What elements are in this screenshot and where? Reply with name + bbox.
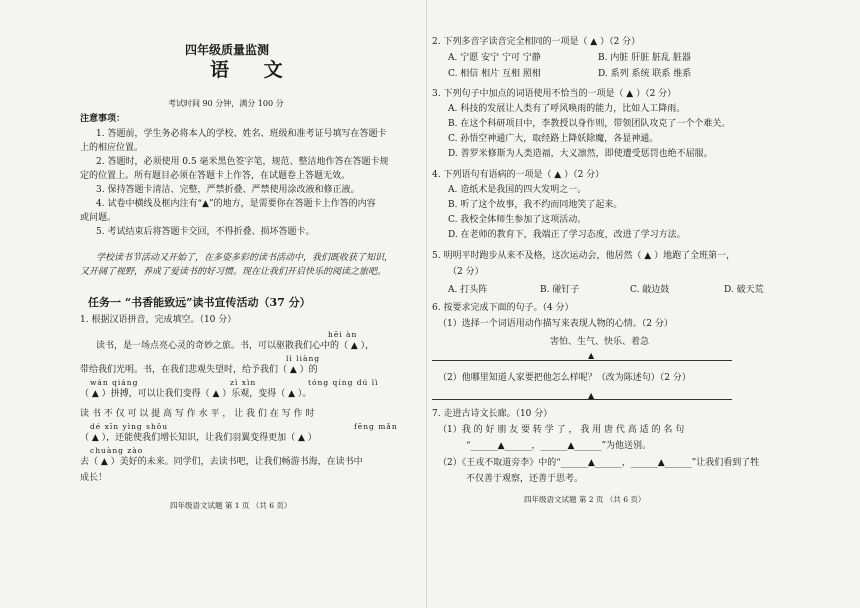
passage-line: （ ▲ ），还能使我们增长知识，让我们羽翼变得更加（ ▲ ）	[80, 433, 317, 443]
page-fold-divider	[426, 0, 427, 608]
question-5-option-b: B. 碰钉子	[540, 285, 580, 295]
pinyin: wán qiáng	[90, 378, 139, 387]
notice-line: 3. 保持答题卡清洁、完整，严禁折叠、严禁使用涂改液和修正液。	[96, 185, 360, 195]
passage-line: 读书，是一场点亮心灵的奇妙之旅。书，可以驱散我们心中的（ ▲ ），	[96, 341, 375, 351]
question-4-stem: 4. 下列语句有语病的一项是（ ▲ ）（2 分）	[432, 170, 605, 180]
pinyin: fēng mǎn	[354, 422, 398, 431]
question-2-option-b: B. 内脏 肝脏 脏乱 脏器	[598, 53, 691, 63]
question-5-option-a: A. 打头阵	[448, 285, 488, 295]
question-1-stem: 1. 根据汉语拼音，完成填空。（10 分）	[80, 315, 237, 325]
question-2-option-c: C. 相信 相片 互相 照相	[448, 69, 541, 79]
answer-line	[432, 360, 732, 361]
question-3-stem: 3. 下列句子中加点的词语使用不恰当的一项是（ ▲ ）（2 分）	[432, 89, 677, 99]
notice-line: 4. 试卷中横线及框内注有“▲”的地方，是需要你在答题卡上作答的内容	[96, 199, 376, 209]
page-1	[60, 0, 420, 608]
question-4-option: D. 在老师的教育下，我端正了学习态度，改进了学习方法。	[448, 230, 686, 240]
subject-title: 语 文	[210, 59, 297, 81]
question-4-option: B. 听了这个故事，我不约而同地笑了起来。	[448, 200, 623, 210]
notice-line: 上的相应位置。	[80, 143, 144, 153]
pinyin: chuàng zào	[90, 446, 144, 455]
question-5-stem: 5. 明明平时跑步从来不及格，这次运动会，他居然（ ▲ ）地跑了全班第一，	[432, 251, 736, 261]
question-2-option-a: A. 宁愿 安宁 宁可 宁静	[448, 53, 541, 63]
notice-line: 2. 答题时，必须使用 0.5 毫米黑色签字笔，规范、整洁地作答在答题卡规	[96, 157, 389, 167]
question-3-option: D. 普罗米修斯为人类造福，大义凛然，即使遭受惩罚也绝不屈服。	[448, 149, 713, 159]
notice-line: 1. 答题前，学生务必将本人的学校、姓名、班级和准考证号填写在答题卡	[96, 129, 387, 139]
question-2-option-d: D. 系列 系统 联系 维系	[598, 69, 692, 79]
passage-line: 去（ ▲ ）美好的未来。同学们，去读书吧，让我们畅游书海，在读书中	[80, 457, 363, 467]
answer-line	[432, 399, 732, 400]
intro-line: 学校读书节活动又开始了，在多姿多彩的读书活动中，我们既收获了知识，	[96, 253, 394, 263]
pinyin: hēi àn	[328, 330, 358, 339]
notice-line: 5. 考试结束后将答题卡交回，不得折叠、损坏答题卡。	[96, 227, 315, 237]
exam-title: 四年级质量监测	[185, 43, 270, 57]
question-5-option-c: C. 敲边鼓	[630, 285, 670, 295]
question-2-stem: 2. 下列多音字读音完全相同的一项是（ ▲ ）（2 分）	[432, 37, 641, 47]
question-5-option-d: D. 破天荒	[724, 285, 764, 295]
notice-heading: 注意事项：	[80, 114, 126, 124]
intro-line: 又开阔了视野，养成了爱读书的好习惯。现在让我们开启快乐的阅读之旅吧。	[80, 267, 387, 277]
passage-line: 成长！	[80, 473, 108, 483]
question-7-sub-2: （2）《王戎不取道旁李》中的“______▲______，______▲______”让我们看到了牲	[438, 458, 760, 468]
question-5-score: （2 分）	[448, 267, 484, 277]
notice-line: 或问题。	[80, 213, 117, 223]
question-3-option: A. 科技的发展让人类有了呼风唤雨的能力，比如人工降雨。	[448, 104, 686, 114]
question-3-option: C. 孙悟空神通广大，取经路上降妖除魔，各显神通。	[448, 134, 659, 144]
pinyin: lì liàng	[286, 354, 321, 363]
question-6-sub-1: （1）选择一个词语用动作描写来表现人物的心情。（2 分）	[438, 319, 673, 329]
question-7-sub-2-continued: 不仅善于观察，还善于思考。	[466, 474, 584, 484]
question-7-sub-1: （1）我 的 好 朋 友 要 转 学 了 ， 我 用 唐 代 高 适 的 名 句	[438, 425, 685, 435]
question-6-sub-2: （2）他哪里知道人家要把他怎么样呢？（改为陈述句）（2 分）	[438, 373, 691, 383]
passage-line: 读 书 不 仅 可 以 提 高 写 作 水 平 ， 让 我 们 在 写 作 时	[80, 409, 315, 419]
pinyin: zì xìn	[230, 378, 257, 387]
page-footer: 四年级语文试题 第 2 页 （共 6 页）	[524, 495, 646, 504]
question-6-word-list: 害怕、生气、快乐、着急	[550, 337, 650, 347]
question-7-stem: 7. 走进古诗文长廊。（10 分）	[432, 409, 553, 419]
pinyin: dé xīn yìng shǒu	[90, 422, 169, 431]
answer-triangle: ▲	[588, 351, 595, 360]
question-6-stem: 6. 按要求完成下面的句子。（4 分）	[432, 303, 574, 313]
task-title: 任务一 “书香能致远”读书宣传活动（37 分）	[88, 296, 311, 309]
notice-line: 定的位置上。所有题目必须在答题卡上作答，在试题卷上答题无效。	[80, 171, 351, 181]
question-4-option: A. 造纸术是我国的四大发明之一。	[448, 185, 587, 195]
question-3-option: B. 在这个科研项目中，李教授以身作则，带领团队攻克了一个个难关。	[448, 119, 731, 129]
exam-info: 考试时间 90 分钟，满分 100 分	[168, 99, 284, 108]
page-2	[432, 0, 832, 608]
question-7-blanks-1: “______▲______，______▲______”为他送别。	[466, 441, 652, 451]
pinyin: tóng qíng dú lì	[308, 378, 379, 387]
question-4-option: C. 我校全体师生参加了这项活动。	[448, 215, 587, 225]
answer-triangle: ▲	[588, 391, 595, 400]
passage-line: 带给我们光明。书，在我们悲观失望时，给予我们（ ▲ ）的	[80, 365, 318, 375]
page-footer: 四年级语文试题 第 1 页 （共 6 页）	[170, 501, 292, 510]
passage-line: （ ▲ ）拼搏，可以让我们变得（ ▲ ）乐观，变得（ ▲ ）。	[80, 389, 312, 399]
